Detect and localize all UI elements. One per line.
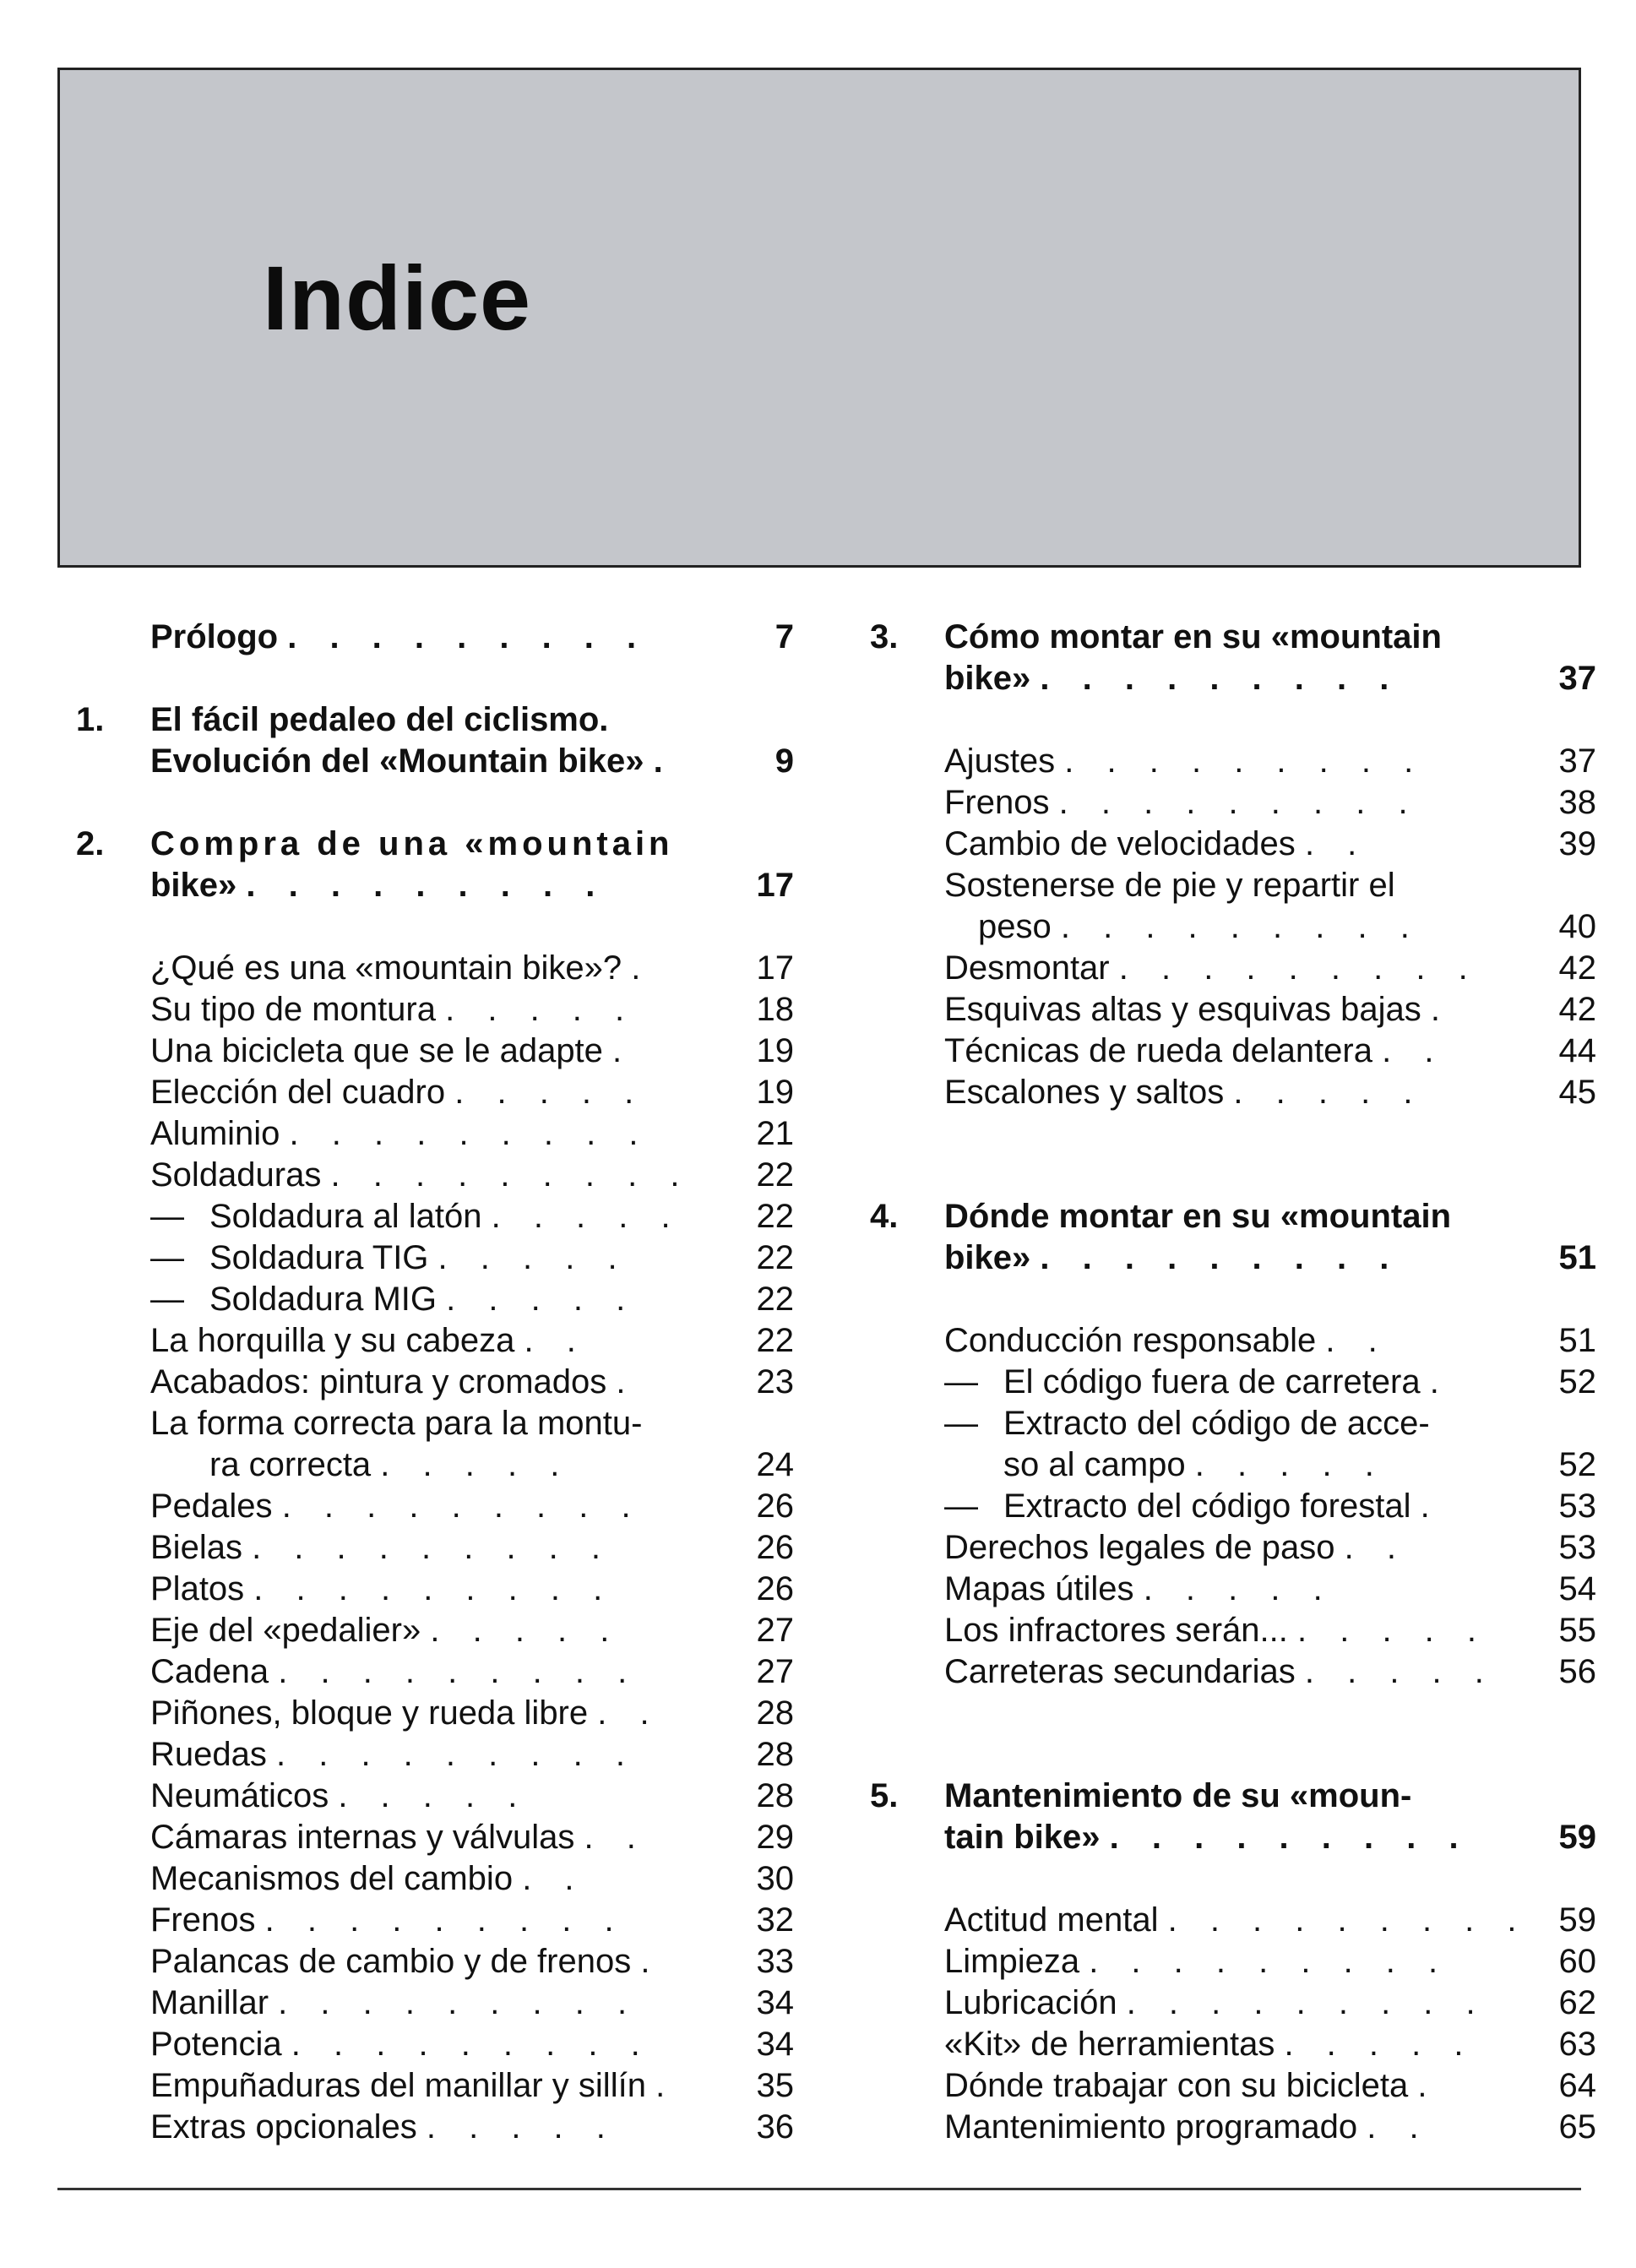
section-title-line: Evolución del «Mountain bike»: [150, 742, 644, 780]
toc-entry[interactable]: Aluminio . . . . . . . . . 21: [150, 1113, 794, 1155]
dot-leader: . . . . .: [1233, 1074, 1425, 1111]
page-number: 27: [756, 1653, 794, 1690]
dot-leader: . . . . . . . . .: [264, 1901, 626, 1939]
dot-leader: . .: [597, 1694, 661, 1732]
page-number: 38: [1558, 784, 1596, 821]
dot-leader: . . . . . . . . .: [1058, 784, 1420, 821]
toc-section-5[interactable]: [870, 1776, 1596, 1858]
page-number: 24: [756, 1446, 794, 1483]
dot-leader: . . . . .: [446, 1281, 638, 1318]
page-number: 26: [756, 1570, 794, 1607]
section-heading: [870, 617, 1596, 699]
toc-entry[interactable]: Actitud mental . . . . . . . . . 59: [944, 1900, 1596, 1941]
page-number: 36: [756, 2108, 794, 2146]
page-number: 34: [756, 2026, 794, 2063]
page-number: 28: [756, 1777, 794, 1814]
dot-leader: . . . . . . . . .: [1109, 1819, 1470, 1856]
toc-entry[interactable]: Soldaduras . . . . . . . . . 22: [150, 1155, 794, 1196]
dot-leader: . . . . . . . . .: [1040, 1239, 1401, 1276]
section-2-entries: [150, 948, 794, 2148]
dot-leader: . . . . .: [380, 1446, 572, 1483]
toc-entry[interactable]: Escalones y saltos . . . . . 45: [944, 1072, 1596, 1113]
page-number: 37: [1558, 660, 1596, 697]
section-3-entries: [944, 741, 1596, 1113]
toc-section-3[interactable]: [870, 617, 1596, 699]
toc-entry[interactable]: Sostenerse de pie y repartir el peso . . . . . . . . . 40: [944, 865, 1596, 948]
dot-leader: . . . . . . . . .: [1040, 660, 1401, 697]
page-number: 40: [1558, 908, 1596, 945]
page-number: 29: [756, 1819, 794, 1856]
dot-leader: . .: [522, 1860, 586, 1897]
toc-entry[interactable]: — Soldadura TIG . . . . . 22: [150, 1237, 794, 1279]
page-number: 64: [1558, 2067, 1596, 2104]
dot-leader: . . . . .: [338, 1777, 530, 1814]
toc-entry[interactable]: Dónde trabajar con su bicicleta . 64: [944, 2065, 1596, 2107]
page-number: 52: [1558, 1446, 1596, 1483]
page-number: 33: [756, 1943, 794, 1980]
dash-bullet: —: [944, 1488, 978, 1525]
page-number: 22: [756, 1281, 794, 1318]
toc-entry[interactable]: Conducción responsable . . 51: [944, 1320, 1596, 1362]
section-number: 4.: [870, 1198, 899, 1235]
dot-leader: . . . . . . . . .: [278, 1984, 639, 2021]
page-number: 65: [1558, 2108, 1596, 2146]
section-title: Prólogo: [150, 618, 279, 655]
page-number: 22: [756, 1156, 794, 1194]
toc-entry[interactable]: Derechos legales de paso . . 53: [944, 1527, 1596, 1569]
section-heading: [76, 699, 794, 782]
toc-entry[interactable]: Ajustes . . . . . . . . . 37: [944, 741, 1596, 782]
toc-entry[interactable]: Limpieza . . . . . . . . . 60: [944, 1941, 1596, 1982]
section-title-line: bike»: [944, 660, 1031, 697]
toc-entry[interactable]: Esquivas altas y esquivas bajas . 42: [944, 989, 1596, 1031]
dot-leader: .: [655, 2067, 666, 2104]
dot-leader: . . . . . . . . .: [276, 1736, 637, 1773]
toc-entry[interactable]: Extras opcionales . . . . . 36: [150, 2107, 794, 2148]
title-banner: [57, 68, 1581, 568]
dot-leader: .: [616, 1363, 626, 1401]
page-number: 30: [756, 1860, 794, 1897]
dot-leader: .: [1429, 1363, 1439, 1401]
dash-bullet: —: [150, 1239, 184, 1276]
section-number: 2.: [76, 825, 105, 862]
dot-leader: . . . . . . . . .: [1118, 949, 1480, 987]
dot-leader: . . . . . . . . .: [1060, 908, 1421, 945]
toc-entry[interactable]: «Kit» de herramientas . . . . . 63: [944, 2024, 1596, 2065]
dot-leader: . . . . .: [1284, 2026, 1476, 2063]
dot-leader: . .: [1382, 1032, 1446, 1069]
toc-entry[interactable]: Potencia . . . . . . . . . 34: [150, 2024, 794, 2065]
toc-entry[interactable]: Pedales . . . . . . . . . 26: [150, 1486, 794, 1527]
dot-leader: . . . . .: [426, 2108, 617, 2146]
dot-leader: . . . . .: [491, 1198, 682, 1235]
section-4-entries: [944, 1320, 1596, 1693]
toc-entry[interactable]: Platos . . . . . . . . . 26: [150, 1569, 794, 1610]
page-number: 63: [1558, 2026, 1596, 2063]
page-number: 53: [1558, 1488, 1596, 1525]
section-title-line: Mantenimiento de su «moun-: [944, 1777, 1412, 1814]
dot-leader: . .: [1344, 1529, 1408, 1566]
toc-entry[interactable]: Acabados: pintura y cromados . 23: [150, 1362, 794, 1403]
toc-entry[interactable]: Cadena . . . . . . . . . 27: [150, 1651, 794, 1693]
section-title-line: Dónde montar en su «mountain: [944, 1198, 1452, 1235]
page-number: 62: [1558, 1984, 1596, 2021]
page-number: 9: [775, 742, 794, 780]
page-number: 19: [756, 1074, 794, 1111]
toc-section-4[interactable]: [870, 1196, 1596, 1279]
toc-entry[interactable]: Técnicas de rueda delantera . . 44: [944, 1031, 1596, 1072]
dash-bullet: —: [150, 1198, 184, 1235]
toc-entry[interactable]: Mapas útiles . . . . . 54: [944, 1569, 1596, 1610]
toc-entry[interactable]: Bielas . . . . . . . . . 26: [150, 1527, 794, 1569]
page-number: 22: [756, 1239, 794, 1276]
dot-leader: . . . . . . . . .: [246, 867, 607, 904]
section-heading: [870, 1776, 1596, 1858]
toc-entry[interactable]: Piñones, bloque y rueda libre . . 28: [150, 1693, 794, 1734]
dot-leader: . . . . . . . . .: [252, 1529, 613, 1566]
toc-entry[interactable]: — Extracto del código de acce- so al campo . . . . . 52: [944, 1403, 1596, 1486]
dot-leader: .: [1430, 991, 1440, 1028]
dot-leader: . . . . . . . . .: [1089, 1943, 1450, 1980]
toc-entry[interactable]: Frenos . . . . . . . . . 32: [150, 1900, 794, 1941]
page-number: 52: [1558, 1363, 1596, 1401]
page-number: 21: [756, 1115, 794, 1152]
toc-entry[interactable]: Una bicicleta que se le adapte . 19: [150, 1031, 794, 1072]
page-number: 51: [1558, 1239, 1596, 1276]
toc-entry[interactable]: Mantenimiento programado . . 65: [944, 2107, 1596, 2148]
page-number: 17: [756, 949, 794, 987]
toc-entry[interactable]: Frenos . . . . . . . . . 38: [944, 782, 1596, 824]
page-number: 44: [1558, 1032, 1596, 1069]
dot-leader: . . . . . . . . .: [289, 1115, 650, 1152]
section-title-line: Cómo montar en su «mountain: [944, 618, 1442, 655]
toc-entry[interactable]: Cámaras internas y válvulas . . 29: [150, 1817, 794, 1858]
page-number: 7: [775, 618, 794, 655]
page-number: 17: [756, 867, 794, 904]
dot-leader: . . . . .: [1296, 1612, 1489, 1649]
dot-leader: . . . . .: [438, 1239, 629, 1276]
toc-prologo[interactable]: [76, 617, 794, 658]
dot-leader: . .: [1304, 825, 1369, 862]
toc-entry[interactable]: Lubricación . . . . . . . . . 62: [944, 1982, 1596, 2024]
toc-entry[interactable]: Carreteras secundarias . . . . . 56: [944, 1651, 1596, 1693]
toc-entry[interactable]: Elección del cuadro . . . . . 19: [150, 1072, 794, 1113]
toc-entry[interactable]: Desmontar . . . . . . . . . 42: [944, 948, 1596, 989]
toc-left-column: [76, 617, 794, 2148]
toc-entry[interactable]: Ruedas . . . . . . . . . 28: [150, 1734, 794, 1776]
page-number: 18: [756, 991, 794, 1028]
section-heading: [870, 1196, 1596, 1279]
section-title-line: El fácil pedaleo del ciclismo.: [150, 701, 609, 738]
dot-leader: .: [612, 1032, 622, 1069]
toc-entry[interactable]: — Extracto del código forestal . 53: [944, 1486, 1596, 1527]
toc-entry[interactable]: — Soldadura MIG . . . . . 22: [150, 1279, 794, 1320]
toc-entry[interactable]: Empuñaduras del manillar y sillín . 35: [150, 2065, 794, 2107]
page-number: 27: [756, 1612, 794, 1649]
page-number: 26: [756, 1488, 794, 1525]
page-number: 28: [756, 1694, 794, 1732]
dot-leader: . . . . .: [454, 1074, 646, 1111]
dot-leader: . . . . .: [430, 1612, 622, 1649]
dot-leader: .: [653, 742, 663, 780]
section-number: 1.: [76, 701, 105, 738]
dash-bullet: —: [150, 1281, 184, 1318]
dot-leader: . . . . . . . . .: [287, 618, 649, 655]
dash-bullet: —: [944, 1405, 978, 1442]
page-number: 60: [1558, 1943, 1596, 1980]
page-title: Indice: [263, 247, 532, 349]
page-number: 55: [1558, 1612, 1596, 1649]
page-number: 42: [1558, 991, 1596, 1028]
section-title-line: Compra de una «mountain: [150, 825, 674, 862]
page-number: 19: [756, 1032, 794, 1069]
toc-entry[interactable]: La forma correcta para la montu- ra correcta . . . . . 24: [150, 1403, 794, 1486]
page-number: 59: [1558, 1819, 1596, 1856]
dot-leader: . . . . .: [445, 991, 637, 1028]
dot-leader: .: [1420, 1488, 1430, 1525]
section-heading: [76, 617, 794, 658]
dot-leader: . . . . . . . . .: [291, 2026, 652, 2063]
section-heading: [76, 824, 794, 906]
page-number: 34: [756, 1984, 794, 2021]
dot-leader: . . . . . . . . .: [1167, 1901, 1529, 1939]
page-number: 22: [756, 1322, 794, 1359]
dot-leader: . . . . . . . . .: [330, 1156, 692, 1194]
page-number: 28: [756, 1736, 794, 1773]
section-title-line: tain bike»: [944, 1819, 1101, 1856]
toc-entry[interactable]: Neumáticos . . . . . 28: [150, 1776, 794, 1817]
toc-entry[interactable]: La horquilla y su cabeza . . 22: [150, 1320, 794, 1362]
dot-leader: . .: [1367, 2108, 1431, 2146]
page-number: 56: [1558, 1653, 1596, 1690]
toc-entry[interactable]: Palancas de cambio y de frenos . 33: [150, 1941, 794, 1982]
dot-leader: . . . . .: [1194, 1446, 1386, 1483]
dot-leader: . . . . .: [1143, 1570, 1334, 1607]
toc-entry[interactable]: Eje del «pedalier» . . . . . 27: [150, 1610, 794, 1651]
page-number: 39: [1558, 825, 1596, 862]
toc-entry[interactable]: ¿Qué es una «mountain bike»? . 17: [150, 948, 794, 989]
dash-bullet: —: [944, 1363, 978, 1401]
dot-leader: .: [631, 949, 641, 987]
dot-leader: .: [1417, 2067, 1427, 2104]
page-number: 51: [1558, 1322, 1596, 1359]
section-title-line: bike»: [944, 1239, 1031, 1276]
page-number: 59: [1558, 1901, 1596, 1939]
page-number: 26: [756, 1529, 794, 1566]
dot-leader: . .: [1325, 1322, 1389, 1359]
dot-leader: . . . . . . . . .: [281, 1488, 643, 1525]
page-number: 54: [1558, 1570, 1596, 1607]
page-number: 35: [756, 2067, 794, 2104]
section-5-entries: [944, 1900, 1596, 2148]
bottom-rule: [57, 2188, 1581, 2190]
page-number: 45: [1558, 1074, 1596, 1111]
dot-leader: . . . . . . . . .: [1064, 742, 1426, 780]
toc-entry[interactable]: Manillar . . . . . . . . . 34: [150, 1982, 794, 2024]
page-number: 22: [756, 1198, 794, 1235]
dot-leader: .: [640, 1943, 650, 1980]
dot-leader: . . . . . . . . .: [253, 1570, 615, 1607]
section-number: 5.: [870, 1777, 899, 1814]
dot-leader: . .: [524, 1322, 588, 1359]
dot-leader: . . . . . . . . .: [278, 1653, 639, 1690]
section-title-line: bike»: [150, 867, 237, 904]
section-number: 3.: [870, 618, 899, 655]
toc-entry[interactable]: — El código fuera de carretera . 52: [944, 1362, 1596, 1403]
toc-entry[interactable]: — Soldadura al latón . . . . . 22: [150, 1196, 794, 1237]
dot-leader: . .: [584, 1819, 648, 1856]
toc-entry[interactable]: Cambio de velocidades . . 39: [944, 824, 1596, 865]
page-number: 42: [1558, 949, 1596, 987]
page-number: 53: [1558, 1529, 1596, 1566]
page-number: 37: [1558, 742, 1596, 780]
dot-leader: . . . . .: [1304, 1653, 1496, 1690]
toc-section-2[interactable]: [76, 824, 794, 906]
dot-leader: . . . . . . . . .: [1126, 1984, 1487, 2021]
toc-entry[interactable]: Su tipo de montura . . . . . 18: [150, 989, 794, 1031]
toc-entry[interactable]: Mecanismos del cambio . . 30: [150, 1858, 794, 1900]
page-number: 32: [756, 1901, 794, 1939]
toc-section-1[interactable]: [76, 699, 794, 782]
toc-entry[interactable]: Los infractores serán... . . . . . 55: [944, 1610, 1596, 1651]
page-number: 23: [756, 1363, 794, 1401]
toc-right-column: [870, 617, 1596, 2148]
